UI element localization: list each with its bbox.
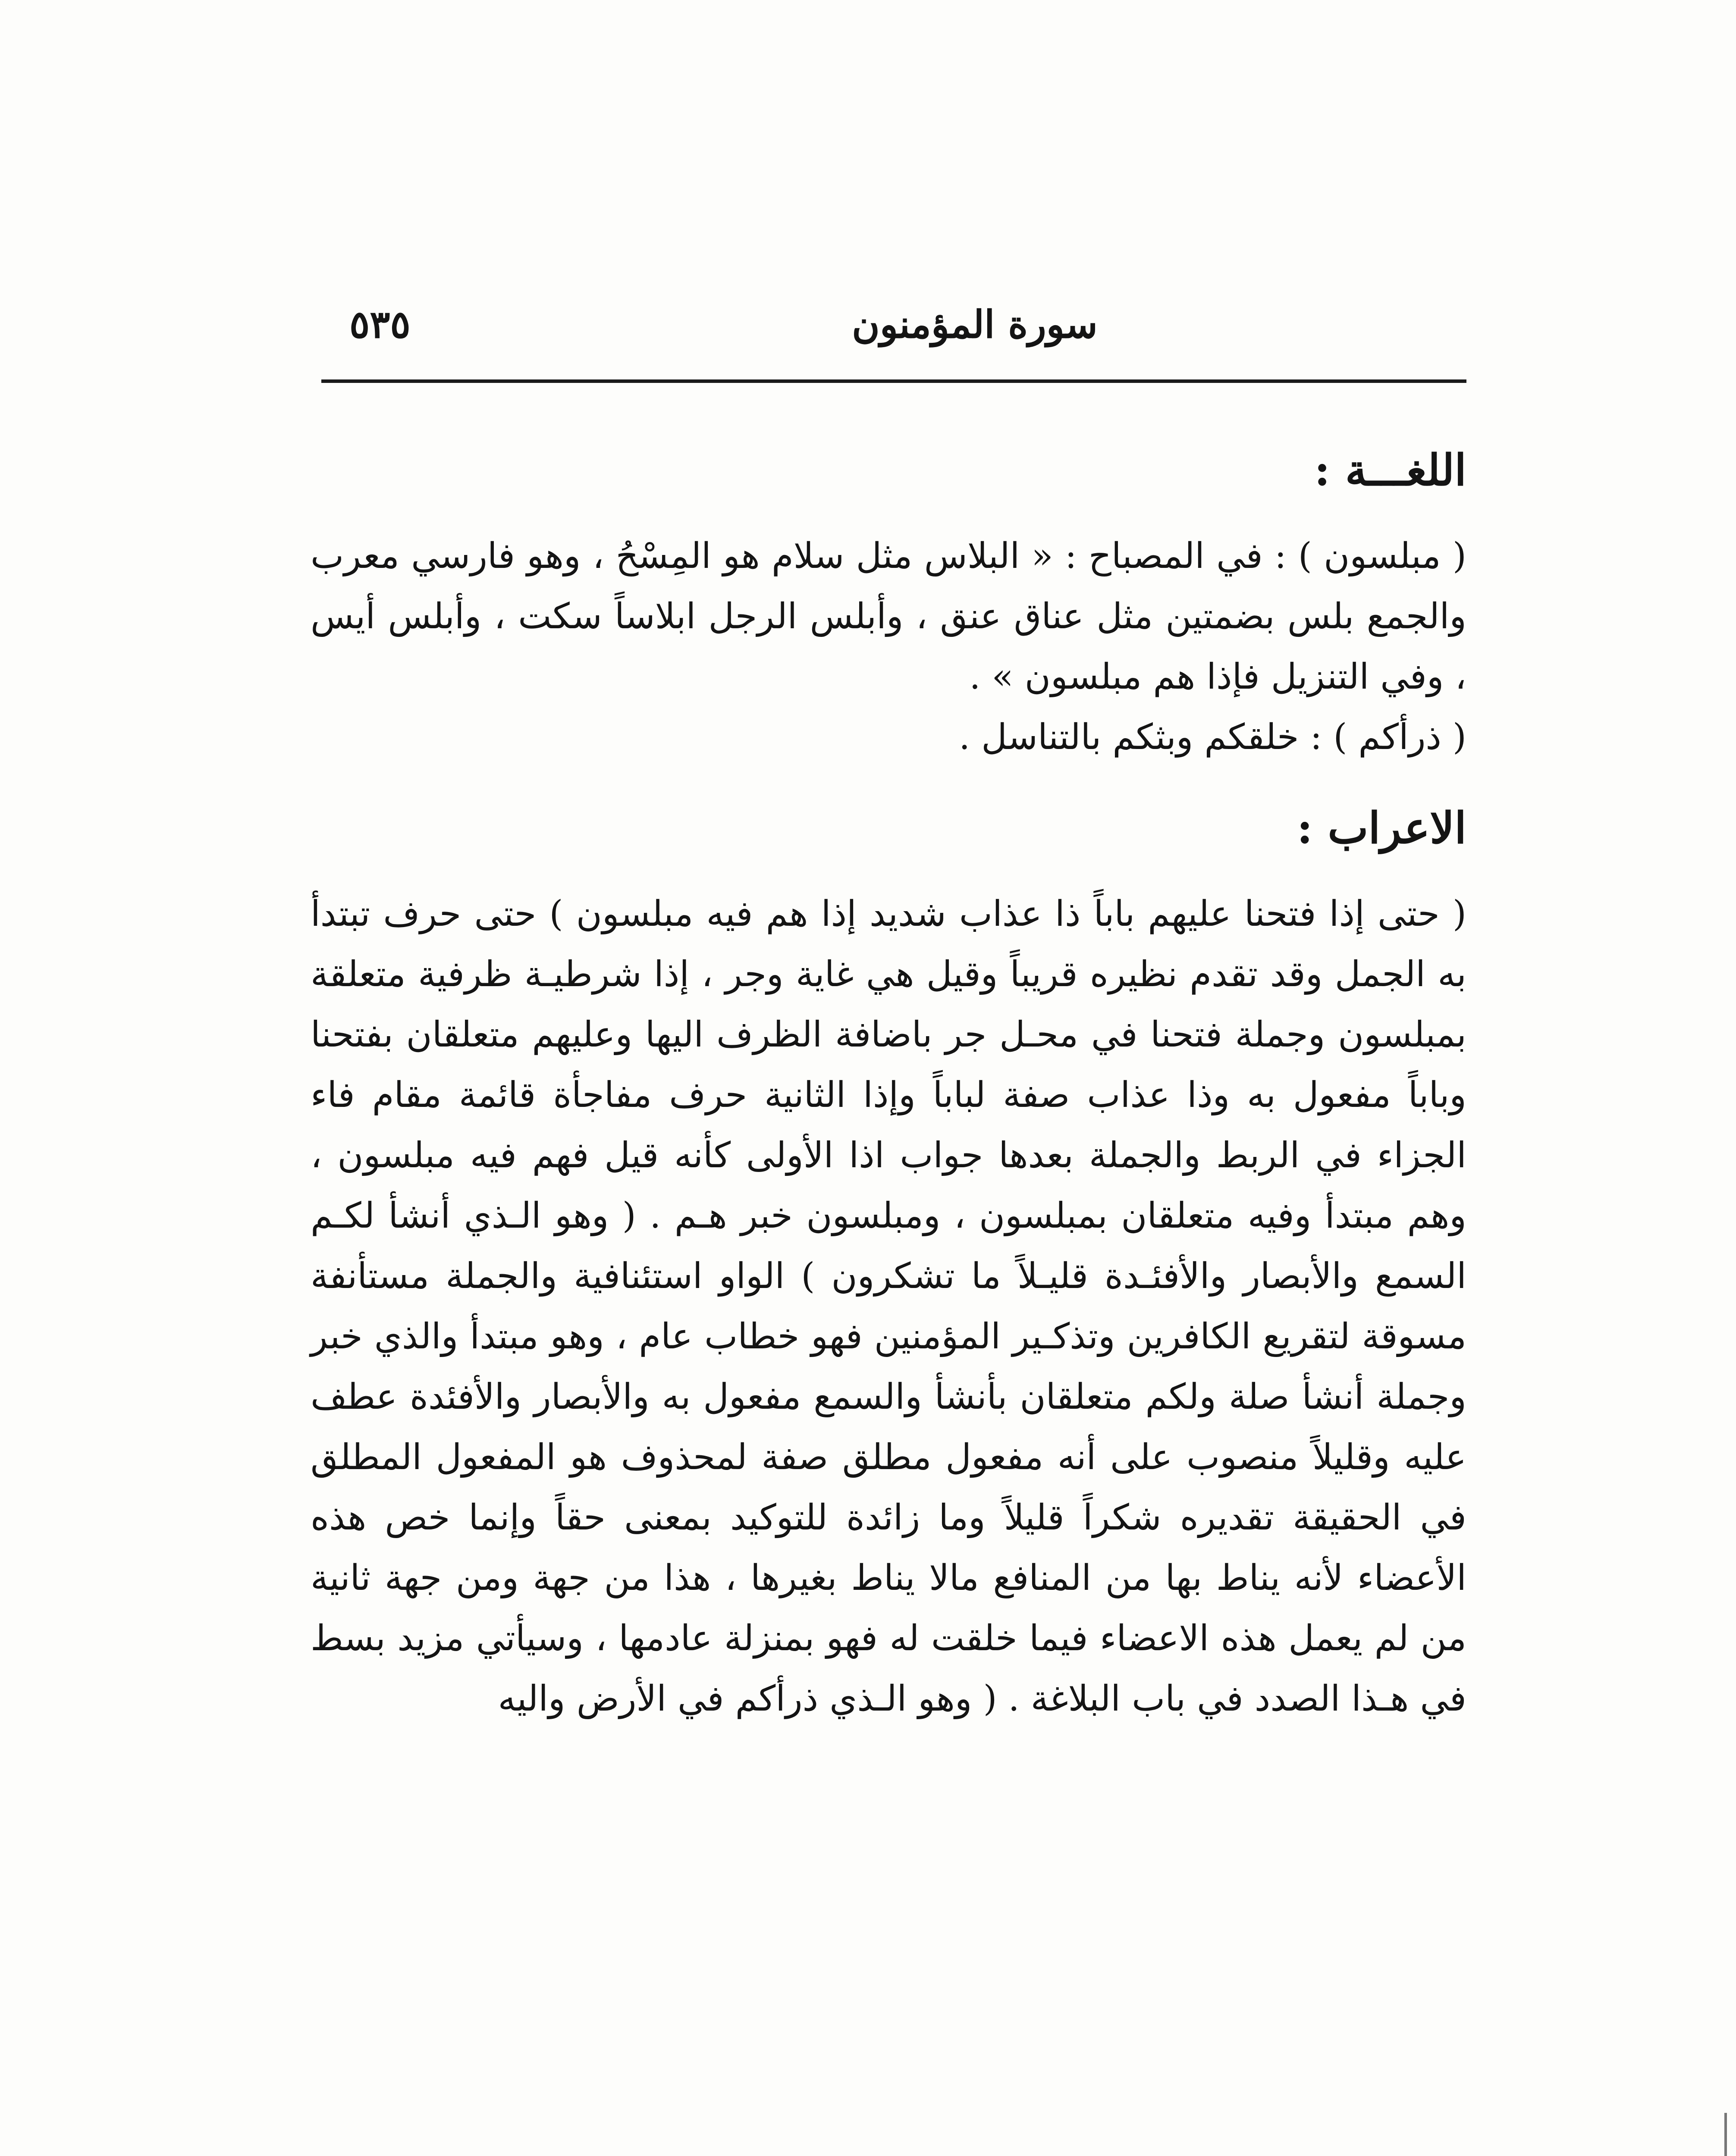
chapter-title: سورة المؤمنون (852, 302, 1098, 347)
grammar-paragraph: ( حتى إذا فتحنا عليهم باباً ذا عذاب شديد إذا هم فيه مبلسون ) حتى حرف تبتدأ به الجمل وقد تقدم نظيره قريباً وقيل هي غاية وجر ، إذا شرطيـة ظرفية متعلقة بمبلسون وجملة فتحنا في محـل جر باضافة الظرف اليها وعليهم متعلقان بفتحنا وباباً مفعول به وذا عذاب صفة لباباً وإذا الثانية حرف مفاجأة قائمة مقام فاء الجزاء في الربط والجملة بعدها جواب اذا الأولى كأنه قيل فهم فيه مبلسون ، وهم مبتدأ وفيه متعلقان بمبلسون ، ومبلسون خبر هـم . ( وهو الـذي أنشأ لكـم السمع والأبصار والأفئـدة قليـلاً ما تشكرون ) الواو استئنافية والجملة مستأنفة مسوقة لتقريع الكافرين وتذكـير المؤمنين فهو خطاب عام ، وهو مبتدأ والذي خبر وجملة أنشأ صلة ولكم متعلقان بأنشأ والسمع مفعول به والأبصار والأفئدة عطف عليه وقليلاً منصوب على أنه مفعول مطلق صفة لمحذوف هو المفعول المطلق في الحقيقة تقديره شكراً قليلاً وما زائدة للتوكيد بمعنى حقاً وإنما خص هذه الأعضاء لأنه يناط بها من المنافع مالا يناط بغيرها ، هذا من جهة ومن جهة ثانية من لم يعمل هذه الاعضاء فيما خلقت له فهو بمنزلة عادمها ، وسيأتي مزيد بسط في هـذا الصدد في باب البلاغة . ( وهو الـذي ذرأكم في الأرض واليه (311, 893, 1466, 1719)
page-number: ٥٣٥ (349, 302, 411, 347)
page-body (311, 431, 1466, 1729)
page-header (323, 302, 1462, 354)
header-divider (321, 379, 1466, 383)
language-paragraph-dhara-akum: ( ذرأكم ) : خلقكم وبثكم بالتناسل . (959, 717, 1466, 758)
scan-edge-artifact (1724, 2113, 1727, 2156)
grammar-heading: الاعراب : (1297, 802, 1466, 853)
language-paragraph-mublisun: ( مبلسون ) : في المصباح : « البلاس مثل سلام هو المِسْحُ ، وهو فارسي معرب والجمع بلس بضمتين مثل عناق عنق ، وأبلس الرجل ابلاساً سكت ، وأبلس أيس ، وفي التنزيل فإذا هم مبلسون » . (311, 536, 1466, 697)
language-heading: اللغـــة : (1314, 445, 1466, 495)
